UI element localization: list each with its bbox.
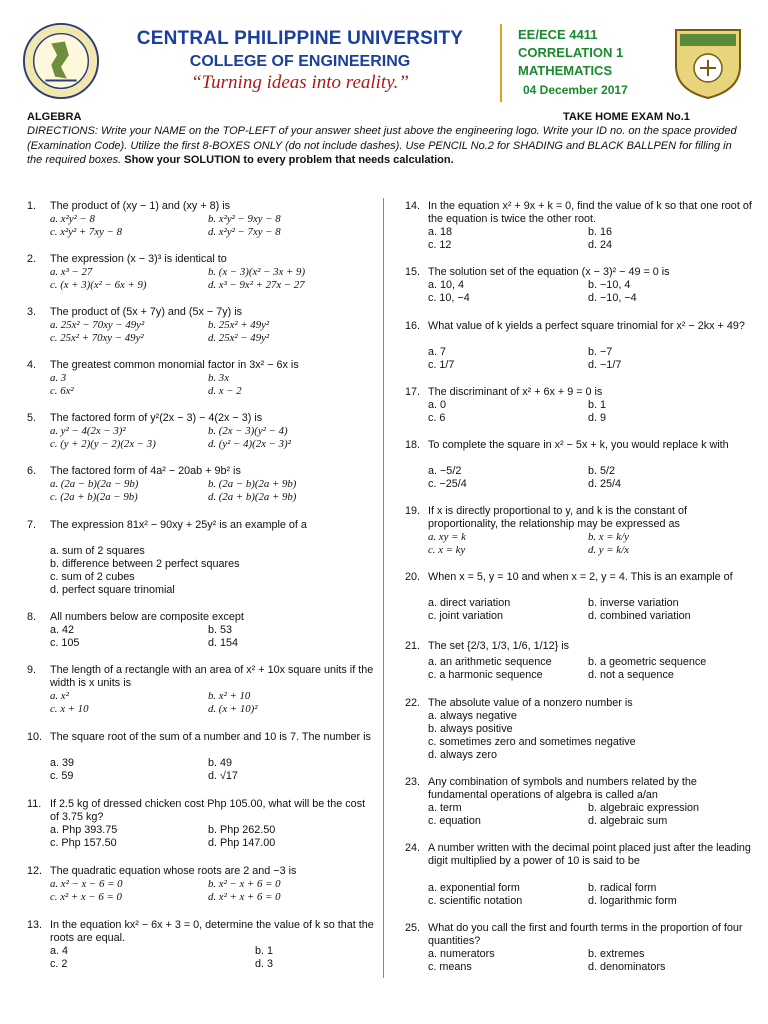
option-a: a. 18 <box>428 226 453 238</box>
option-b: b. radical form <box>588 882 657 894</box>
option-d: d. y = k/x <box>588 544 629 556</box>
option-a: a. 39 <box>50 757 75 769</box>
option-a: a. (2a − b)(2a − 9b) <box>50 478 139 490</box>
question-stem: A number written with the decimal point placed just after the leading digit multiplied by a power of 10 is said to be <box>428 842 751 868</box>
column-divider <box>383 198 384 978</box>
option-a: a. y² − 4(2x − 3)² <box>50 425 126 437</box>
question-number: 6. <box>27 465 37 477</box>
option-d: d. −10, −4 <box>588 292 637 304</box>
option-d: d. (x + 10)² <box>208 703 258 715</box>
question-number: 14. <box>405 200 421 212</box>
college-of-engineering-logo <box>668 22 748 102</box>
question-stem: The product of (xy − 1) and (xy + 8) is <box>50 200 231 212</box>
option-d: d. logarithmic form <box>588 895 677 907</box>
option-d: d. combined variation <box>588 610 691 622</box>
question-stem: The discriminant of x² + 6x + 9 = 0 is <box>428 386 603 398</box>
exam-date: 04 December 2017 <box>523 83 628 97</box>
option-c: c. 2 <box>50 958 68 970</box>
option-a: a. x²y² − 8 <box>50 213 95 225</box>
option-c: c. −25/4 <box>428 478 467 490</box>
cpu-seal-logo <box>22 22 100 100</box>
option-a: a. always negative <box>428 710 517 722</box>
question-stem: The factored form of 4a² − 20ab + 9b² is <box>50 465 241 477</box>
option-a: a. an arithmetic sequence <box>428 656 552 668</box>
question-stem: The product of (5x + 7y) and (5x − 7y) is <box>50 306 243 318</box>
question-stem: The solution set of the equation (x − 3)² − 49 = 0 is <box>428 266 670 278</box>
option-a: a. Php 393.75 <box>50 824 118 836</box>
option-c: c. 6x² <box>50 385 74 397</box>
question-stem: If x is directly proportional to y, and k is the constant of proportionality, the relationship may be expressed as <box>428 505 688 531</box>
directions-text: DIRECTIONS: Write your NAME on the TOP-LEFT of your answer sheet just above the engineering logo. Write your ID no. on the space provided (Examination Code). Utilize the first 8-BOXES ONLY (do not include dashes). Use PENCIL No.2 for SHADING and BLACK BALLPEN for filling in the required boxes. <box>27 125 737 166</box>
question-stem: What do you call the first and fourth terms in the proportion of four quantities? <box>428 922 743 948</box>
question-number: 12. <box>27 865 43 877</box>
option-c: c. 6 <box>428 412 446 424</box>
option-d: d. perfect square trinomial <box>50 584 175 596</box>
option-a: a. 7 <box>428 346 447 358</box>
option-d: d. 25x² − 49y² <box>208 332 270 344</box>
option-a: a. x² − x − 6 = 0 <box>50 878 123 890</box>
option-a: a. 0 <box>428 399 447 411</box>
question-number: 10. <box>27 731 43 743</box>
option-b: b. −7 <box>588 346 613 358</box>
correlation-label: CORRELATION 1 <box>518 45 624 60</box>
question-stem: The absolute value of a nonzero number is <box>428 697 633 709</box>
option-c: c. (2a + b)(2a − 9b) <box>50 491 138 503</box>
section-title: ALGEBRA <box>27 111 82 123</box>
option-a: a. 4 <box>50 945 69 957</box>
option-c: c. equation <box>428 815 481 827</box>
question-number: 20. <box>405 571 421 583</box>
option-d: d. −1/7 <box>588 359 622 371</box>
option-b: b. 1 <box>255 945 274 957</box>
question-stem: The length of a rectangle with an area of x² + 10x square units if the width is x units is <box>50 664 374 690</box>
option-b: b. algebraic expression <box>588 802 700 814</box>
college-name: COLLEGE OF ENGINEERING <box>189 53 411 70</box>
option-c: c. 25x² + 70xy − 49y² <box>50 332 144 344</box>
option-b: b. 1 <box>588 399 607 411</box>
option-d: d. 25/4 <box>588 478 622 490</box>
option-b: b. a geometric sequence <box>588 656 707 668</box>
option-b: b. extremes <box>588 948 645 960</box>
option-d: d. Php 147.00 <box>208 837 276 849</box>
question-number: 7. <box>27 519 37 531</box>
question-stem: When x = 5, y = 10 and when x = 2, y = 4. This is an example of <box>428 571 733 583</box>
option-b: b. inverse variation <box>588 597 679 609</box>
question-stem: The greatest common monomial factor in 3x² − 6x is <box>50 359 299 371</box>
option-b: b. x = k/y <box>588 531 629 543</box>
option-a: a. x³ − 27 <box>50 266 93 278</box>
header-divider <box>500 24 502 102</box>
option-c: c. x = ky <box>428 544 466 556</box>
course-code: EE/ECE 4411 <box>518 27 598 42</box>
question-stem: All numbers below are composite except <box>50 611 244 623</box>
option-b: b. difference between 2 perfect squares <box>50 558 240 570</box>
question-number: 16. <box>405 320 421 332</box>
option-c: c. x² + x − 6 = 0 <box>50 891 122 903</box>
option-b: b. (2a − b)(2a + 9b) <box>208 478 297 490</box>
question-number: 25. <box>405 922 421 934</box>
option-d: d. not a sequence <box>588 669 674 681</box>
directions-bold: Show your SOLUTION to every problem that needs calculation. <box>124 154 454 166</box>
question-number: 4. <box>27 359 37 371</box>
question-stem: The expression 81x² − 90xy + 25y² is an example of a <box>50 519 307 531</box>
option-b: b. (x − 3)(x² − 3x + 9) <box>208 266 306 278</box>
option-b: b. 25x² + 49y² <box>208 319 270 331</box>
university-name: CENTRAL PHILIPPINE UNIVERSITY <box>136 28 464 49</box>
question-number: 19. <box>405 505 421 517</box>
question-number: 11. <box>27 798 42 810</box>
question-number: 17. <box>405 386 421 398</box>
option-b: b. 5/2 <box>588 465 616 477</box>
question-stem: The quadratic equation whose roots are 2 and −3 is <box>50 865 297 877</box>
option-c: c. (y + 2)(y − 2)(2x − 3) <box>50 438 156 450</box>
question-stem: The set {2/3, 1/3, 1/6, 1/12} is <box>428 640 570 652</box>
question-number: 22. <box>405 697 421 709</box>
option-a: a. direct variation <box>428 597 511 609</box>
question-stem: In the equation kx² − 6x + 3 = 0, determine the value of k so that the roots are equal. <box>50 919 374 945</box>
question-stem: The square root of the sum of a number and 10 is 7. The number is <box>50 731 371 743</box>
question-number: 13. <box>27 919 43 931</box>
option-c: c. Php 157.50 <box>50 837 117 849</box>
option-d: d. always zero <box>428 749 498 761</box>
subject-label: MATHEMATICS <box>518 63 613 78</box>
option-a: a. xy = k <box>428 531 466 543</box>
option-c: c. 105 <box>50 637 80 649</box>
option-a: a. 10, 4 <box>428 279 465 291</box>
option-c: c. sum of 2 cubes <box>50 571 135 583</box>
option-b: b. −10, 4 <box>588 279 631 291</box>
option-a: a. sum of 2 squares <box>50 545 145 557</box>
question-number: 5. <box>27 412 37 424</box>
option-a: a. 42 <box>50 624 75 636</box>
question-stem: To complete the square in x² − 5x + k, you would replace k with <box>428 439 729 451</box>
option-d: d. algebraic sum <box>588 815 668 827</box>
option-d: d. x²y² − 7xy − 8 <box>208 226 281 238</box>
question-stem: If 2.5 kg of dressed chicken cost Php 105.00, what will be the cost of 3.75 kg? <box>50 798 366 824</box>
option-c: c. x²y² + 7xy − 8 <box>50 226 122 238</box>
question-number: 15. <box>405 266 421 278</box>
option-d: d. x³ − 9x² + 27x − 27 <box>208 279 305 291</box>
question-number: 9. <box>27 664 37 676</box>
option-c: c. a harmonic sequence <box>428 669 543 681</box>
option-a: a. term <box>428 802 462 814</box>
option-c: c. means <box>428 961 472 973</box>
option-c: c. 12 <box>428 239 452 251</box>
option-c: c. x + 10 <box>50 703 89 715</box>
option-c: c. sometimes zero and sometimes negative <box>428 736 636 748</box>
option-a: a. x² <box>50 690 69 702</box>
question-stem: What value of k yields a perfect square trinomial for x² − 2kx + 49? <box>428 320 745 332</box>
question-stem: In the equation x² + 9x + k = 0, find the value of k so that one root of the equation is twice the other root. <box>428 200 752 226</box>
option-d: d. x − 2 <box>208 385 242 397</box>
option-d: d. √17 <box>208 770 238 782</box>
option-a: a. 3 <box>50 372 67 384</box>
option-b: b. 3x <box>208 372 229 384</box>
option-b: b. 49 <box>208 757 233 769</box>
option-b: b. 16 <box>588 226 613 238</box>
question-number: 24. <box>405 842 421 854</box>
question-number: 18. <box>405 439 421 451</box>
option-d: d. 154 <box>208 637 239 649</box>
option-a: a. −5/2 <box>428 465 462 477</box>
question-number: 3. <box>27 306 37 318</box>
option-d: d. x² + x + 6 = 0 <box>208 891 281 903</box>
motto: “Turning ideas into reality.” <box>191 72 409 93</box>
option-b: b. Php 262.50 <box>208 824 276 836</box>
option-b: b. 53 <box>208 624 233 636</box>
question-number: 2. <box>27 253 37 265</box>
option-d: d. 3 <box>255 958 274 970</box>
exam-title: TAKE HOME EXAM No.1 <box>563 111 690 123</box>
option-d: d. denominators <box>588 961 666 973</box>
option-c: c. (x + 3)(x² − 6x + 9) <box>50 279 147 291</box>
option-c: c. scientific notation <box>428 895 523 907</box>
option-a: a. 25x² − 70xy − 49y² <box>50 319 145 331</box>
question-stem: The expression (x − 3)³ is identical to <box>50 253 227 265</box>
option-a: a. exponential form <box>428 882 520 894</box>
option-d: d. (2a + b)(2a + 9b) <box>208 491 297 503</box>
option-c: c. 59 <box>50 770 74 782</box>
option-d: d. 9 <box>588 412 607 424</box>
option-b: b. x²y² − 9xy − 8 <box>208 213 281 225</box>
option-a: a. numerators <box>428 948 495 960</box>
option-b: b. x² − x + 6 = 0 <box>208 878 281 890</box>
question-number: 1. <box>27 200 37 212</box>
option-c: c. 10, −4 <box>428 292 470 304</box>
option-d: d. 24 <box>588 239 613 251</box>
question-stem: Any combination of symbols and numbers related by the fundamental operations of algebra is called a/an <box>428 776 697 802</box>
directions <box>27 124 747 168</box>
question-number: 23. <box>405 776 421 788</box>
option-c: c. 1/7 <box>428 359 455 371</box>
question-number: 21. <box>405 640 421 652</box>
option-b: b. x² + 10 <box>208 690 251 702</box>
option-b: b. always positive <box>428 723 513 735</box>
question-stem: The factored form of y²(2x − 3) − 4(2x − 3) is <box>50 412 263 424</box>
option-b: b. (2x − 3)(y² − 4) <box>208 425 288 437</box>
question-number: 8. <box>27 611 37 623</box>
option-c: c. joint variation <box>428 610 504 622</box>
option-d: d. (y² − 4)(2x − 3)² <box>208 438 291 450</box>
